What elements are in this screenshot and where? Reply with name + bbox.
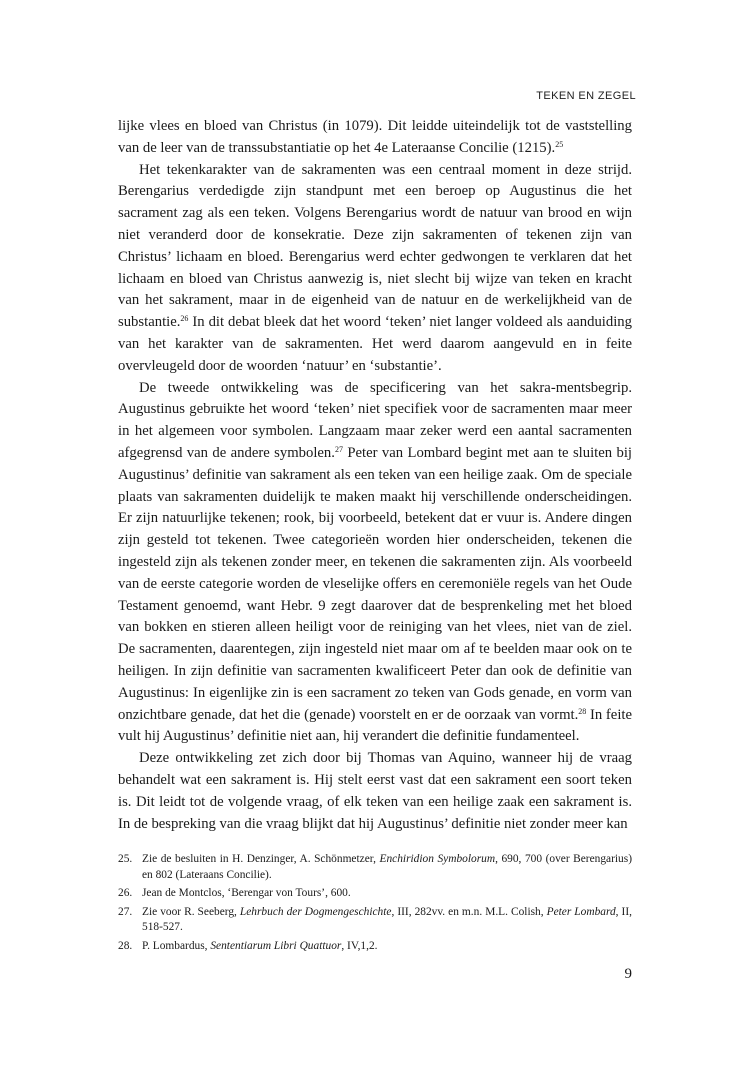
paragraph: [118, 160, 632, 378]
text-run: , IV,1,2.: [341, 939, 378, 952]
footnote-reference: 26: [180, 314, 189, 324]
body-text: [118, 116, 632, 835]
footnote-number: 28.: [118, 939, 133, 952]
footnote: [118, 886, 632, 902]
italic-title: Peter Lombard: [546, 905, 616, 918]
footnote-reference: 25: [555, 139, 564, 149]
footnote-text: [142, 852, 632, 883]
footnote-number: 27.: [118, 905, 133, 918]
footnote-number: 25.: [118, 853, 133, 865]
text-run: In feite vult hij Augustinus’ definitie niet aan, hij verandert die definitie fundamenteel.: [118, 706, 632, 745]
text-run: De tweede ontwikkeling was de specificering van het sakra-mentsbegrip. Augustinus gebruikte het woord ‘teken’ niet specifiek voor de sacramenten maar meer in het algemeen voor symbolen. Langzaam maar zeker werd een aantal sacramenten afgegrensd van de andere symbolen.: [118, 379, 632, 461]
text-run: , III, 282vv. en m.n. M.L. Colish,: [391, 905, 547, 918]
text-run: lijke vlees en bloed van Christus (in 1079). Dit leidde uiteindelijk tot de vaststelling van de leer van de transsubstantiatie op het 4e Lateraanse Concilie (1215).: [118, 118, 632, 156]
page-number: 9: [624, 966, 632, 982]
text-run: Het tekenkarakter van de sakramenten was een centraal moment in deze strijd. Berengarius verdedigde zijn standpunt met een beroep op Augustinus die het sacrament zag als een teken. Volgens Berengarius wordt de natuur van brood en wijn niet veranderd door de konsekratie. Deze zijn sakramenten of tekenen zijn van Christus’ lichaam en bloed. Berengarius werd echter gedwongen te verklaren dat het lichaam en bloed van Christus aanwezig is, niet slecht bij wijze van teken en kracht van het sakrament, maar in de eigenheid van de natuur en de werkelijkheid van de substantie.: [118, 161, 632, 331]
footnote-text: [142, 939, 632, 955]
italic-title: Lehrbuch der Dogmengeschichte: [239, 905, 392, 918]
footnotes: [118, 852, 632, 958]
italic-title: Sententiarum Libri Quattuor: [210, 939, 342, 952]
footnote-reference: 28: [578, 706, 587, 716]
paragraph: [118, 378, 632, 749]
text-run: Deze ontwikkeling zet zich door bij Thomas van Aquino, wanneer hij de vraag behandelt wat een sakrament is. Hij stelt eerst vast dat een sakrament een soort teken is. Dit leidt tot de volgende vraag, of elk teken van een heilige zaak een sakrament is. In de bespreking van die vraag blijkt dat hij Augustinus’ definitie niet zonder meer kan: [118, 750, 632, 832]
footnote: [118, 905, 632, 936]
footnote-text: [142, 905, 632, 936]
paragraph: [118, 748, 632, 835]
text-run: In dit debat bleek dat het woord ‘teken’ niet langer voldeed als aanduiding van het karakter van de sakramenten. Het werd daarom aangevuld en in feite overvleugeld door de woorden ‘natuur’ en ‘substantie’.: [118, 314, 632, 374]
footnote: [118, 852, 632, 883]
text-run: , II, 518-527.: [142, 905, 632, 934]
footnote-number: 26.: [118, 887, 133, 900]
text-run: Zie voor R. Seeberg,: [142, 905, 240, 918]
running-head: TEKEN EN ZEGEL: [536, 90, 636, 102]
text-run: Jean de Montclos, ‘Berengar von Tours’, 600.: [142, 887, 351, 900]
paragraph: [118, 116, 632, 160]
italic-title: Enchiridion Symbolorum: [379, 853, 496, 865]
footnote-reference: 27: [334, 444, 343, 454]
text-run: Zie de besluiten in H. Denzinger, A. Schönmetzer,: [142, 853, 380, 865]
text-run: , 690, 700 (over Berengarius) en 802 (Lateraans Concilie).: [142, 853, 632, 881]
footnote: [118, 939, 632, 955]
text-run: Peter van Lombard begint met aan te sluiten bij Augustinus’ definitie van sakrament als een teken van een heilige zaak. Om de speciale plaats van sakramenten duidelijk te maken maakt hij verschillende onderscheidingen. Er zijn natuurlijke tekenen; rook, bij voorbeeld, betekent dat er vuur is. Andere dingen zijn gesteld tot tekenen. Twee categorieën worden hier onderscheiden, tekenen die ingesteld zijn als tekenen zonder meer, en tekenen die sakramenten zijn. Als voorbeeld van de eerste categorie worden de vleselijke offers en ceremoniële regels van het Oude Testament genoemd, want Hebr. 9 zegt daarover dat de besprenkeling met het bloed van bokken en stieren alleen heiligt voor de reiniging van het vlees, niet van de ziel. De sacramenten, daarentegen, zijn ingesteld niet maar om af te beelden maar ook on te heiligen. In zijn definitie van sacramenten kwalificeert Peter dan ook de definitie van Augustinus: In eigenlijke zin is een sacrament zo teken van Gods genade, en vorm van onzichtbare genade, dat het die (genade) voorstelt en er de oorzaak van vormt.: [118, 444, 633, 723]
text-run: P. Lombardus,: [142, 939, 211, 952]
footnote-text: [142, 886, 632, 902]
